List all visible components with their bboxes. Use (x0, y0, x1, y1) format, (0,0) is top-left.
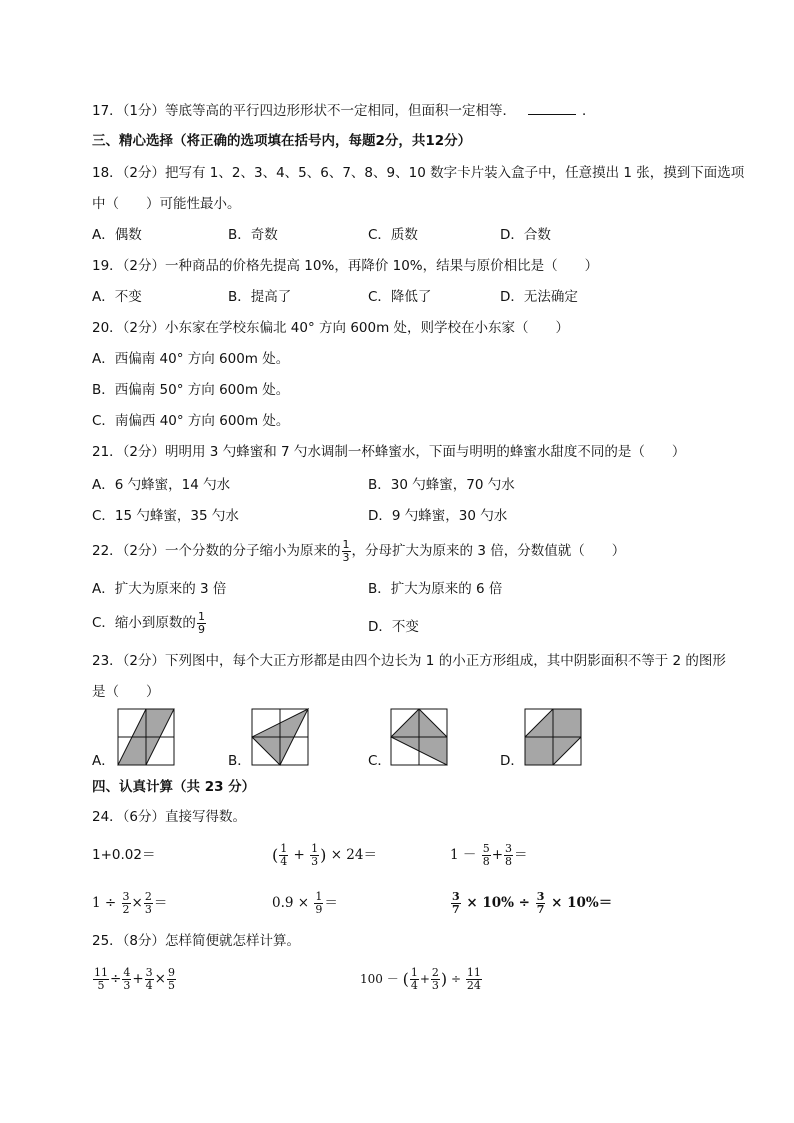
numerator: 3 (145, 966, 153, 979)
expr-24-2 (272, 836, 377, 875)
question-20-option-a[interactable]: A．西偏南 40° 方向 600m 处。 (92, 351, 290, 367)
expr-25-2 (360, 960, 483, 999)
fraction (410, 967, 419, 992)
fraction-one-ninth (197, 611, 206, 636)
expr-rest: × 10%＝ (551, 895, 613, 911)
question-22-option-d[interactable]: D．不变 (368, 619, 419, 635)
question-19-option-d[interactable]: D．无法确定 (500, 289, 578, 305)
question-21-option-b[interactable]: B．30 勺蜂蜜，70 勺水 (368, 477, 515, 493)
equals-sign: ＝ (324, 895, 338, 911)
times-sign: × (154, 971, 166, 987)
figure-d-label[interactable]: D． (500, 753, 524, 769)
question-22-prefix: 22．（2分）一个分数的分子缩小为原来的 (92, 543, 341, 559)
denominator: 24 (466, 979, 481, 992)
figure-d (525, 709, 583, 767)
numerator: 11 (466, 966, 481, 979)
fraction (167, 967, 176, 992)
question-20-option-b[interactable]: B．西偏南 50° 方向 600m 处。 (92, 382, 290, 398)
denominator: 5 (97, 979, 105, 992)
question-23-line2: 是（ ） (92, 684, 160, 700)
expr-24-6 (450, 884, 612, 922)
figure-c-label[interactable]: C． (368, 753, 391, 769)
numerator: 2 (144, 890, 152, 903)
fraction (482, 843, 491, 868)
denominator: 9 (315, 903, 323, 916)
fraction (122, 967, 131, 992)
fraction (144, 891, 153, 916)
question-22-option-a[interactable]: A．扩大为原来的 3 倍 (92, 581, 227, 597)
denominator: 3 (431, 979, 439, 992)
question-24-line1: 24．（6分）直接写得数。 (92, 809, 247, 825)
question-18-option-b[interactable]: B．奇数 (228, 227, 278, 243)
question-21-option-d[interactable]: D．9 勺蜂蜜，30 勺水 (368, 508, 508, 524)
denominator: 4 (145, 979, 153, 992)
question-18-line2: 中（ ）可能性最小。 (92, 196, 241, 212)
plus-sign: + (293, 847, 305, 863)
denominator: 8 (482, 855, 490, 868)
numerator: 4 (123, 966, 131, 979)
question-21-line1: 21．（2分）明明用 3 勺蜂蜜和 7 勺水调制一杯蜂蜜水，下面与明明的蜂蜜水甜度不同的是（ ） (92, 444, 686, 460)
option-c-prefix: C．缩小到原数的 (92, 615, 196, 631)
figure-a-label[interactable]: A． (92, 753, 115, 769)
question-22-line1 (92, 538, 625, 564)
plus-sign: + (132, 971, 144, 987)
fraction (93, 967, 109, 992)
question-20-option-c[interactable]: C．南偏西 40° 方向 600m 处。 (92, 413, 290, 429)
numerator: 2 (431, 966, 439, 979)
denominator: 9 (197, 622, 205, 636)
denominator: 3 (123, 979, 131, 992)
fraction (310, 843, 319, 868)
fraction (314, 891, 323, 916)
question-18-option-c[interactable]: C．质数 (368, 227, 418, 243)
divide-sign: ÷ (110, 971, 122, 987)
expr-lead: 1 － (450, 847, 477, 863)
numerator: 11 (94, 966, 108, 979)
denominator: 7 (452, 903, 460, 916)
numerator: 1 (315, 890, 323, 903)
question-21-option-c[interactable]: C．15 勺蜂蜜，35 勺水 (92, 508, 239, 524)
section-4-title: 四、认真计算（共 23 分） (92, 779, 256, 795)
numerator: 3 (122, 890, 130, 903)
figure-b (252, 709, 310, 767)
question-18-option-d[interactable]: D．合数 (500, 227, 551, 243)
fraction (466, 967, 482, 992)
numerator: 1 (311, 842, 319, 855)
denominator: 4 (410, 979, 418, 992)
figure-a (118, 709, 176, 767)
expr-24-3 (450, 836, 528, 874)
fraction (145, 967, 154, 992)
figure-c (391, 709, 449, 767)
numerator: 3 (505, 842, 512, 855)
equals-sign: ＝ (153, 895, 168, 911)
denominator: 2 (122, 903, 130, 916)
expr-lead: 1 ÷ (92, 895, 117, 911)
denominator: 5 (167, 979, 175, 992)
equals-sign: ＝ (514, 847, 528, 863)
open-paren: ( (272, 845, 279, 865)
fraction (122, 891, 131, 916)
figure-b-label[interactable]: B． (228, 753, 251, 769)
numerator: 1 (342, 537, 350, 551)
question-17-end: ． (582, 103, 596, 119)
plus-sign: + (491, 847, 503, 863)
question-17-text: 17．（1分）等底等高的平行四边形形状不一定相同，但面积一定相等． (92, 103, 517, 119)
close-paren: ) (320, 845, 327, 865)
expr-lead: 0.9 × (272, 895, 310, 911)
question-19-option-b[interactable]: B．提高了 (228, 289, 292, 305)
fraction (431, 967, 440, 992)
numerator: 3 (452, 890, 460, 903)
question-23-line1: 23．（2分）下列图中，每个大正方形都是由四个边长为 1 的小正方形组成，其中阴影面积不等于 2 的图形 (92, 653, 726, 669)
question-19-line1: 19．（2分）一种商品的价格先提高 10%，再降价 10%，结果与原价相比是（ ） (92, 258, 599, 274)
answer-blank[interactable] (528, 102, 576, 115)
question-20-line1: 20．（2分）小东家在学校东偏北 40° 方向 600m 处，则学校在小东家（ ） (92, 320, 570, 336)
expr-24-1: 1+0.02＝ (92, 847, 156, 863)
question-19-option-a[interactable]: A．不变 (92, 289, 142, 305)
denominator: 3 (144, 903, 152, 916)
fraction (504, 843, 513, 868)
fraction (279, 843, 288, 868)
denominator: 4 (280, 855, 288, 868)
question-22-suffix: ，分母扩大为原来的 3 倍，分数值就（ ） (351, 543, 626, 559)
expr-24-5 (272, 884, 338, 922)
denominator: 7 (536, 903, 545, 916)
numerator: 1 (410, 966, 418, 979)
numerator: 5 (482, 842, 490, 855)
expr-middle: × 10% ÷ (466, 895, 530, 911)
expr-25-1 (92, 960, 177, 998)
denominator: 3 (311, 855, 319, 868)
fraction-one-third (342, 539, 351, 564)
question-22-option-c[interactable] (92, 610, 207, 636)
numerator: 3 (536, 890, 545, 903)
fraction (536, 891, 546, 916)
question-17 (92, 102, 596, 120)
times-sign: × (131, 895, 143, 911)
expr-lead: 100 － (360, 972, 399, 986)
question-19-option-c[interactable]: C．降低了 (368, 289, 432, 305)
denominator: 8 (505, 855, 512, 868)
numerator: 1 (280, 842, 288, 855)
question-21-option-a[interactable]: A．6 勺蜂蜜，14 勺水 (92, 477, 231, 493)
expr-24-4 (92, 884, 167, 922)
question-18-line1: 18．（2分）把写有 1、2、3、4、5、6、7、8、9、10 数字卡片装入盒子中，任意摸出 1 张，摸到下面选项 (92, 165, 745, 181)
section-3-title: 三、精心选择（将正确的选项填在括号内，每题2分，共12分） (92, 133, 472, 149)
expr-rest: × 24＝ (330, 847, 377, 863)
open-paren: ( (402, 969, 409, 989)
question-25-line1: 25．（8分）怎样简便就怎样计算。 (92, 933, 301, 949)
question-18-option-a[interactable]: A．偶数 (92, 227, 142, 243)
denominator: 3 (342, 550, 350, 564)
close-paren: ) (440, 969, 448, 989)
numerator: 1 (197, 609, 205, 623)
divide-sign: ÷ (450, 972, 462, 986)
plus-sign: + (419, 972, 430, 986)
question-22-option-b[interactable]: B．扩大为原来的 6 倍 (368, 581, 503, 597)
numerator: 9 (167, 966, 175, 979)
fraction (451, 891, 461, 916)
